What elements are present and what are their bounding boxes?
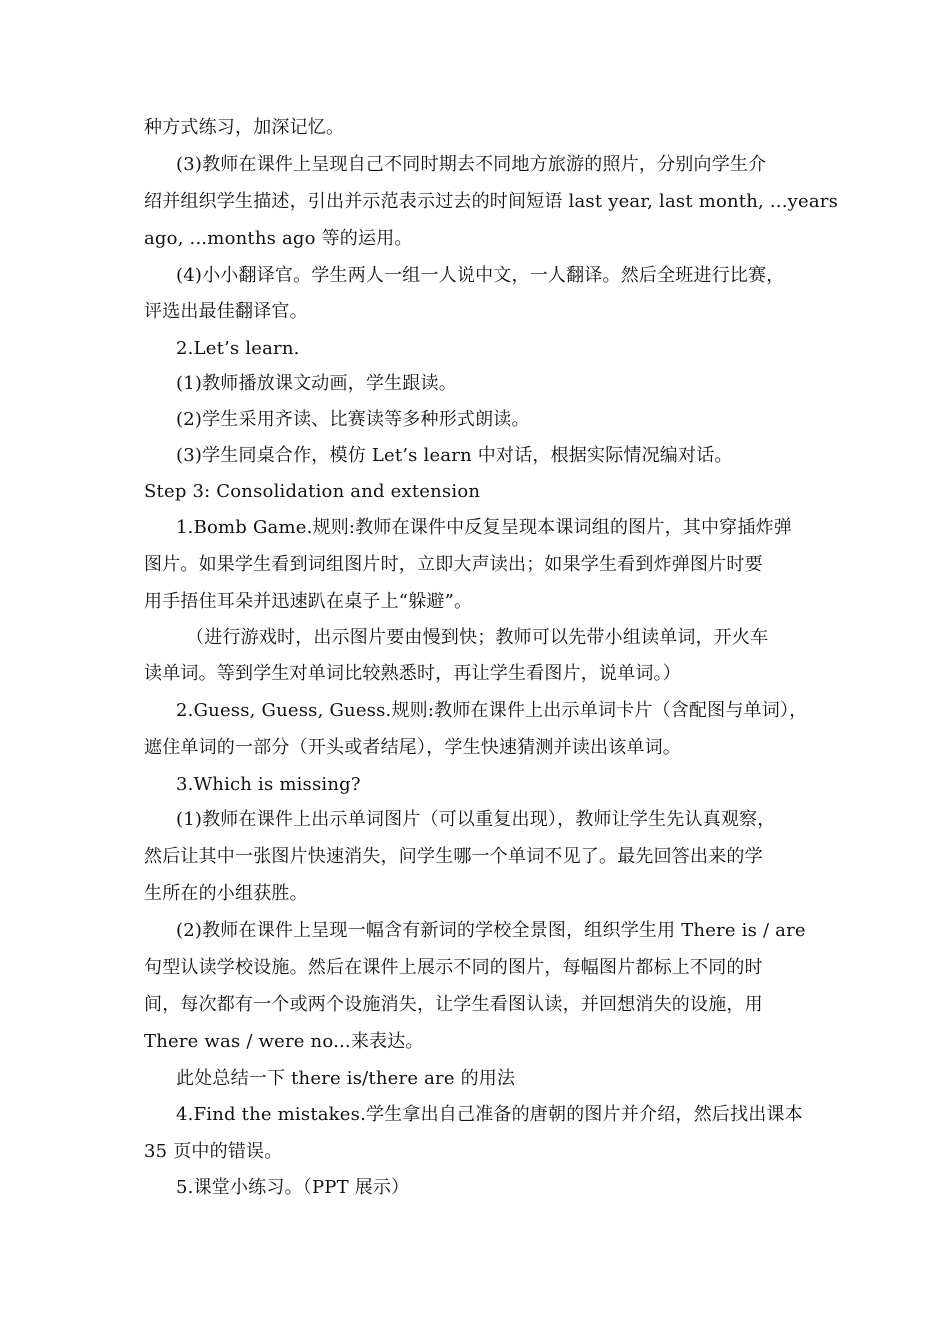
text-line: 3.Which is missing?: [176, 774, 361, 795]
text-line: （进行游戏时，出示图片要由慢到快；教师可以先带小组读单词，开火车: [186, 627, 769, 648]
text-line: 5.课堂小练习。（PPT 展示）: [176, 1177, 410, 1198]
text-line: (3)学生同桌合作，模仿 Let’s learn 中对话，根据实际情况编对话。: [176, 445, 733, 466]
text-line: 绍并组织学生描述，引出并示范表示过去的时间短语 last year, last month, ...years: [144, 191, 839, 212]
text-line: 1.Bomb Game.规则:教师在课件中反复呈现本课词组的图片，其中穿插炸弹: [176, 517, 792, 538]
text-line: 2.Let’s learn.: [176, 338, 300, 359]
text-line: ago, ...months ago 等的运用。: [144, 228, 413, 249]
text-line: (1)教师在课件上出示单词图片（可以重复出现），教师让学生先认真观察，: [176, 809, 776, 830]
text-line: There was / were no...来表达。: [144, 1031, 424, 1052]
text-line: 2.Guess, Guess, Guess.规则:教师在课件上出示单词卡片（含配图与单词），: [176, 700, 808, 721]
text-line: 种方式练习，加深记忆。: [144, 117, 345, 138]
text-line: (4)小小翻译官。学生两人一组一人说中文，一人翻译。然后全班进行比赛，: [176, 265, 785, 286]
text-line: (2)教师在课件上呈现一幅含有新词的学校全景图，组织学生用 There is / are: [176, 920, 806, 941]
text-line: 35 页中的错误。: [144, 1141, 283, 1162]
text-line: 生所在的小组获胜。: [144, 883, 308, 904]
text-line: (3)教师在课件上呈现自己不同时期去不同地方旅游的照片，分别向学生介: [176, 154, 767, 175]
text-line: (2)学生采用齐读、比赛读等多种形式朗读。: [176, 409, 530, 430]
text-line: 评选出最佳翻译官。: [144, 301, 308, 322]
text-line: 图片。如果学生看到词组图片时，立即大声读出；如果学生看到炸弹图片时要: [144, 554, 763, 575]
text-line: 用手捂住耳朵并迅速趴在桌子上“躲避”。: [144, 591, 473, 612]
text-line: 句型认读学校设施。然后在课件上展示不同的图片，每幅图片都标上不同的时: [144, 957, 763, 978]
text-line: 然后让其中一张图片快速消失，问学生哪一个单词不见了。最先回答出来的学: [144, 846, 763, 867]
text-line: 遮住单词的一部分（开头或者结尾），学生快速猜测并读出该单词。: [144, 737, 681, 758]
text-line: (1)教师播放课文动画，学生跟读。: [176, 373, 457, 394]
text-line: 读单词。等到学生对单词比较熟悉时，再让学生看图片，说单词。）: [144, 663, 681, 684]
text-line: 此处总结一下 there is/there are 的用法: [176, 1068, 516, 1089]
text-line: 间，每次都有一个或两个设施消失，让学生看图认读，并回想消失的设施，用: [144, 994, 763, 1015]
text-line: 4.Find the mistakes.学生拿出自己准备的唐朝的图片并介绍，然后找出课本: [176, 1104, 803, 1125]
section-heading: Step 3: Consolidation and extension: [144, 481, 481, 502]
